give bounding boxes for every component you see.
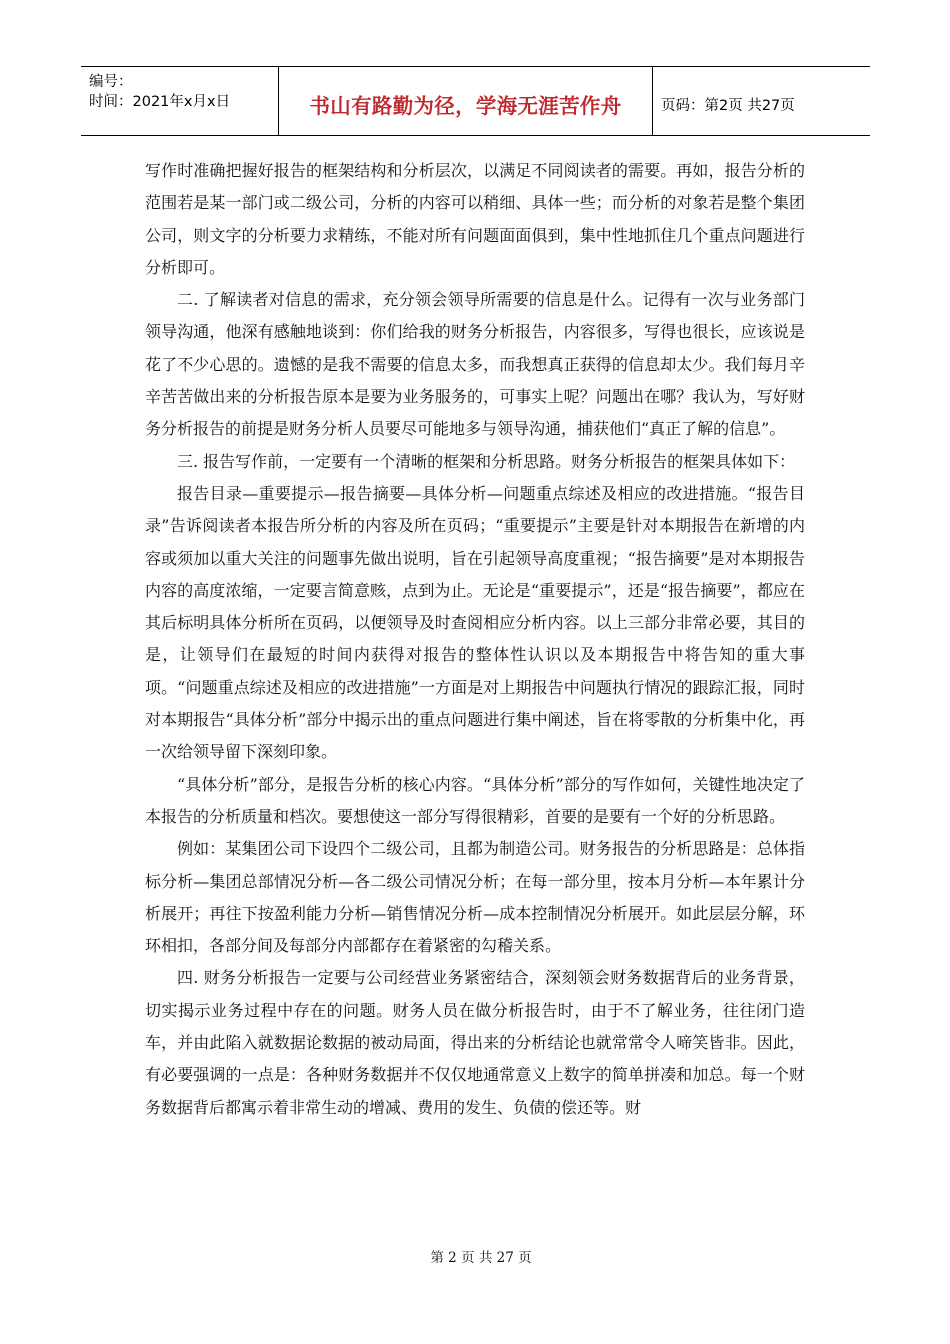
- paragraph: 四. 财务分析报告一定要与公司经营业务紧密结合，深刻领会财务数据背后的业务背景，切实揭示业务过程中存在的问题。财务人员在做分析报告时，由于不了解业务，往往闭门造车，并由此陷入就数据论数据的被动局面，得出来的分析结论也就常常令人啼笑皆非。因此，有必要强调的一点是：各种财务数据并不仅仅地通常意义上数字的简单拼凑和加总。每一个财务数据背后都寓示着非常生动的增减、费用的发生、负债的偿还等。财: [145, 968, 805, 1117]
- header-page-label: 页码：第2页 共27页: [661, 97, 795, 114]
- paragraph: 写作时准确把握好报告的框架结构和分析层次，以满足不同阅读者的需要。再如，报告分析的范围若是某一部门或二级公司，分析的内容可以稍细、具体一些；而分析的对象若是整个集团公司，则文字的分析要力求精练，不能对所有问题面面俱到，集中性地抓住几个重点问题进行分析即可。: [145, 161, 805, 277]
- page-footer: 第 2 页 共 27 页: [430, 1250, 532, 1266]
- header-info-cell: [81, 67, 279, 135]
- header-motto: 书山有路勤为径，学海无涯苦作舟: [309, 94, 622, 118]
- header-motto-cell: [279, 67, 653, 135]
- paragraph: 三. 报告写作前，一定要有一个清晰的框架和分析思路。财务分析报告的框架具体如下：: [177, 451, 796, 471]
- body-text: [145, 155, 805, 1124]
- header-page-cell: [653, 67, 870, 135]
- paragraph: 二. 了解读者对信息的需求，充分领会领导所需要的信息是什么。记得有一次与业务部门领导沟通，他深有感触地谈到：你们给我的财务分析报告，内容很多，写得也很长，应该说是花了不少心思的。遗憾的是我不需要的信息太多，而我想真正获得的信息却太少。我们每月辛辛苦苦做出来的分析报告原本是要为业务服务的，可事实上呢？问题出在哪？我认为，写好财务分析报告的前提是财务分析人员要尽可能地多与领导沟通，捕获他们“真正了解的信息”。: [145, 290, 805, 439]
- paragraph: 例如：某集团公司下设四个二级公司，且都为制造公司。财务报告的分析思路是：总体指标分析—集团总部情况分析—各二级公司情况分析；在每一部分里，按本月分析—本年累计分析展开；再往下按盈利能力分析—销售情况分析—成本控制情况分析展开。如此层层分解，环环相扣，各部分间及每部分内部都存在着紧密的勾稽关系。: [145, 839, 805, 956]
- paragraph: “具体分析”部分，是报告分析的核心内容。“具体分析”部分的写作如何，关键性地决定了本报告的分析质量和档次。要想使这一部分写得很精彩，首要的是要有一个好的分析思路。: [145, 774, 805, 826]
- page-header: [81, 66, 870, 136]
- document-date-label: 时间：2021年x月x日: [89, 94, 231, 110]
- document-number-label: 编号：: [89, 74, 133, 90]
- paragraph: 报告目录—重要提示—报告摘要—具体分析—问题重点综述及相应的改进措施。“报告目录”告诉阅读者本报告所分析的内容及所在页码；“重要提示”主要是针对本期报告在新增的内容或须加以重大关注的问题事先做出说明，旨在引起领导高度重视；“报告摘要”是对本期报告内容的高度浓缩，一定要言简意赅，点到为止。无论是“重要提示”，还是“报告摘要”，都应在其后标明具体分析所在页码，以便领导及时查阅相应分析内容。以上三部分非常必要，其目的是，让领导们在最短的时间内获得对报告的整体性认识以及本期报告中将告知的重大事项。“问题重点综述及相应的改进措施”一方面是对上期报告中问题执行情况的跟踪汇报，同时对本期报告“具体分析”部分中揭示出的重点问题进行集中阐述，旨在将零散的分析集中化，再一次给领导留下深刻印象。: [145, 483, 805, 762]
